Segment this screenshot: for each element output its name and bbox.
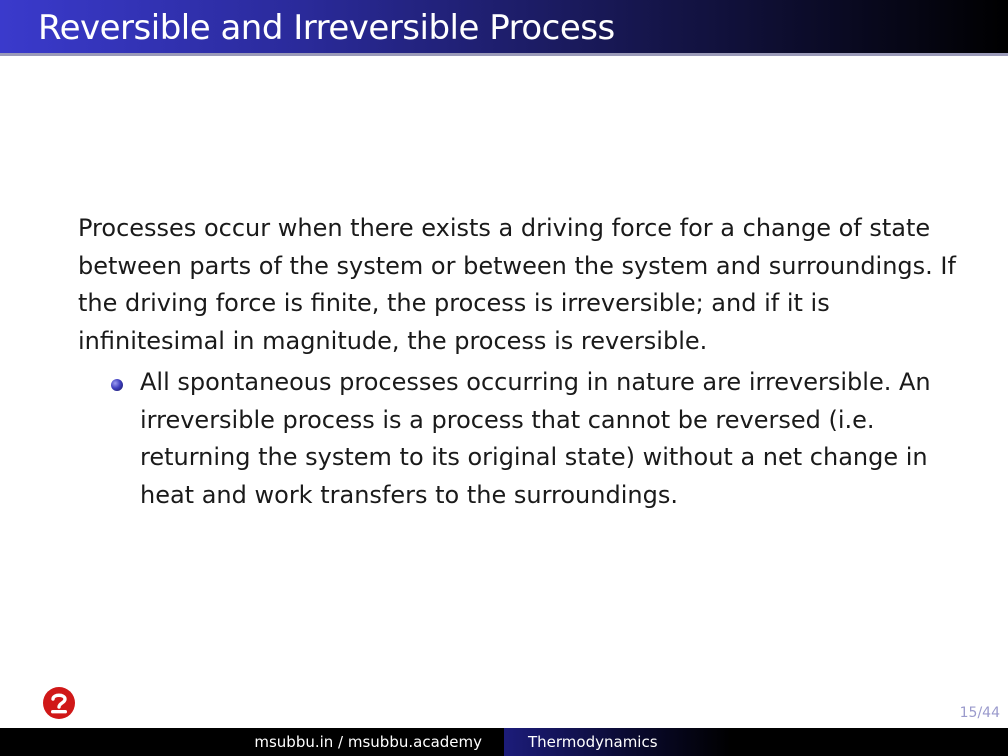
slide-title: Reversible and Irreversible Process xyxy=(38,8,615,48)
footer xyxy=(0,728,1008,756)
footer-author: msubbu.in / msubbu.academy xyxy=(254,733,482,751)
bullet-text: All spontaneous processes occurring in nature are irreversible. An irreversible process is a process that cannot be reversed (i.e. returning the system to its original state) without a net change in heat and work transfers to the surroundings. xyxy=(140,368,931,509)
main-paragraph: Processes occur when there exists a driving force for a change of state between parts of the system or between the system and surroundings. If the driving force is finite, the process is irreversible; and if it is infinitesimal in magnitude, the process is reversible. xyxy=(78,214,956,355)
page-number: 15/44 xyxy=(959,705,1000,721)
logo-icon xyxy=(42,686,76,720)
bullet-icon xyxy=(111,379,123,391)
title-bar xyxy=(0,0,1008,56)
footer-topic: Thermodynamics xyxy=(504,728,1008,756)
slide-content xyxy=(78,210,958,514)
list-item xyxy=(78,364,958,514)
